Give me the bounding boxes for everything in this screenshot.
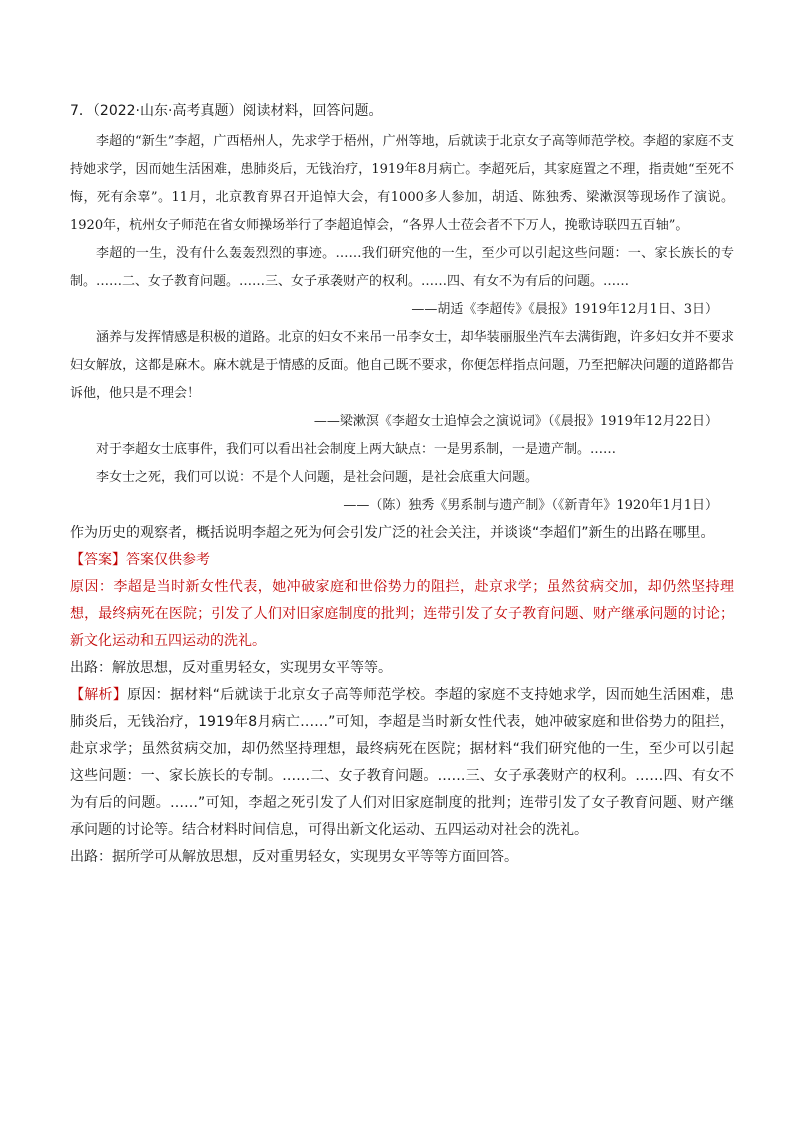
answer-heading — [70, 547, 734, 574]
answer-note: 答案仅供参考 — [126, 552, 210, 568]
question-prompt: 阅读材料，回答问题。 — [242, 103, 383, 119]
material-paragraph-1: 李超的“新生”李超，广西梧州人，先求学于梧州，广州等地，后就读于北京女子高等师范学校。李超的家庭不支持她求学，因而她生活困难，患肺炎后，无钱治疗，1919年8月病亡。李超死后，其家庭置之不理，指责她“至死不悔，死有余辜”。11月，北京教育界召开追悼大会，有1000多人参加，胡适、陈独秀、梁漱溟等现场作了演说。1920年，杭州女子师范在省女师操场举行了李超追悼会，“各界人士莅会者不下万人，挽歌诗联四五百轴”。 — [70, 134, 734, 233]
analysis-paragraph — [70, 682, 734, 844]
answer-tag: 【答案】 — [70, 552, 126, 568]
answer-way: 出路：解放思想，反对重男轻女，实现男女平等等。 — [70, 660, 392, 676]
material-source-3: ——梁漱溟《李超女士追悼会之演说词》（《晨报》1919年12月22日） — [313, 414, 718, 429]
analysis-text: 原因：据材料“后就读于北京女子高等师范学校。李超的家庭不支持她求学，因而她生活困难，患肺炎后，无钱治疗，1919年8月病亡……”可知，李超是当时新女性代表，她冲破家庭和世俗势力的阻拦，赴京求学；虽然贫病交加，却仍然坚持理想，最终病死在医院；据材料“我们研究他的一生，至少可以引起这些问题：一、家长族长的专制。……二、女子教育问题。……三、女子承袭财产的权利。……四、有女不为有后的问题。……”可知，李超之死引发了人们对旧家庭制度的批判；连带引发了女子教育问题、财产继承问题的讨论等。结合材料时间信息，可得出新文化运动、五四运动对社会的洗礼。 — [70, 687, 734, 838]
material-paragraph-2: 李超的一生，没有什么轰轰烈烈的事迹。……我们研究他的一生，至少可以引起这些问题：一、家长族长的专制。……二、女子教育问题。……三、女子承袭财产的权利。……四、有女不为有后的问题。…… — [70, 246, 734, 289]
material-paragraph-3: 涵养与发挥情感是积极的道路。北京的妇女不来吊一吊李女士，却华装丽服坐汽车去满街跑，许多妇女并不要求妇女解放，这都是麻木。麻木就是于情感的反面。他自己既不要求，你便怎样指点问题，乃至把解决问题的道路都告诉他，他只是不理会！ — [70, 330, 734, 401]
task-text: 作为历史的观察者，概括说明李超之死为何会引发广泛的社会关注，并谈谈“李超们”新生的出路在哪里。 — [70, 525, 715, 541]
material-paragraph-4: 对于李超女士底事件，我们可以看出社会制度上两大缺点：一是男系制，一是遗产制。…… — [96, 442, 617, 457]
question-block — [70, 100, 734, 871]
analysis-way: 出路：据所学可从解放思想，反对重男轻女，实现男女平等等方面回答。 — [70, 849, 518, 865]
question-title — [70, 100, 734, 122]
material-source-2: ——胡适《李超传》《晨报》1919年12月1日、3日） — [411, 302, 718, 317]
analysis-tag: 【解析】 — [70, 687, 128, 703]
question-source: （2022·山东·高考真题） — [92, 103, 243, 119]
answer-reason: 原因：李超是当时新女性代表，她冲破家庭和世俗势力的阻拦，赴京求学；虽然贫病交加，却仍然坚持理想，最终病死在医院；引发了人们对旧家庭制度的批判；连带引发了女子教育问题、财产继承问题的讨论；新文化运动和五四运动的洗礼。 — [70, 579, 734, 649]
material-paragraph-5: 李女士之死，我们可以说：不是个人问题，是社会问题，是社会底重大问题。 — [96, 470, 539, 485]
question-number: 7． — [70, 103, 93, 119]
material-source-5: ——（陈）独秀《男系制与遗产制》（《新青年》1920年1月1日） — [343, 498, 718, 513]
